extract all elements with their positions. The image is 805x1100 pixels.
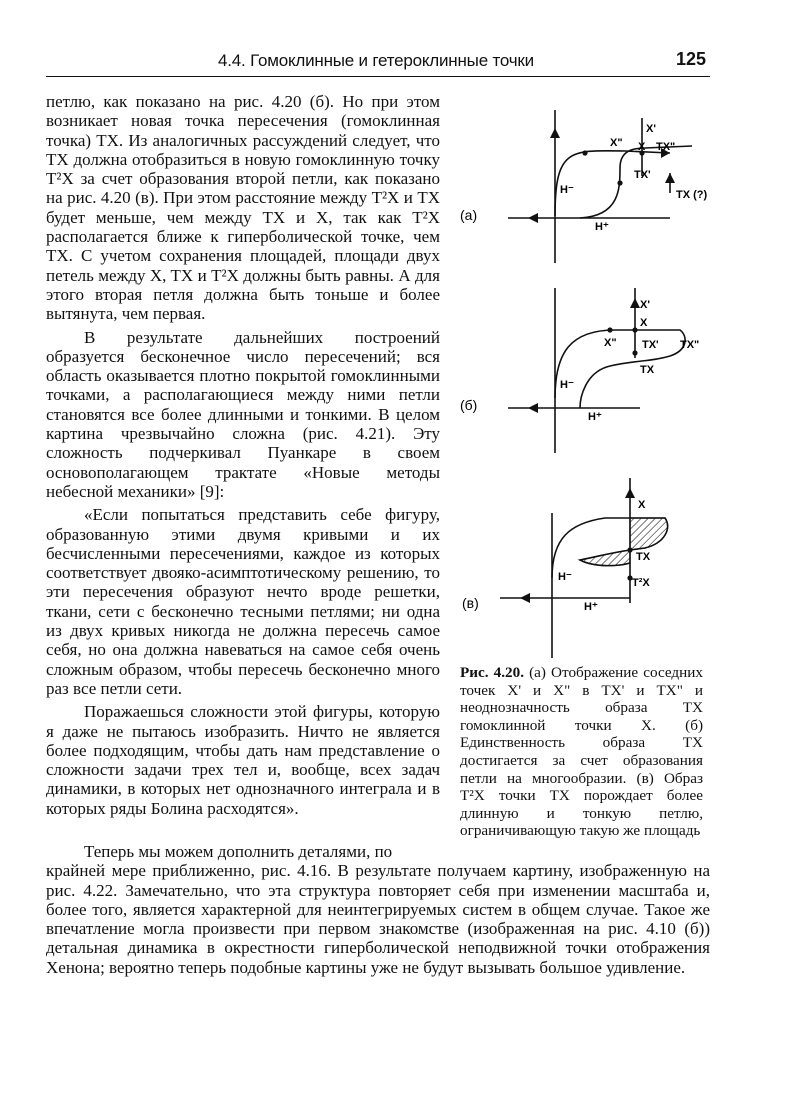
paragraph-continuation: крайней мере приближенно, рис. 4.16. В результате получаем картину, изображенную на рис. 4.22. Замечательно, что эта структура повторяет себя при изменении масштаба и, более того, является характерной для неинтегрируемых систем в общем случае. Такое же впечатление могла произвести при первом знакомстве (изображенная на рис. 4.10 (б)) детальная динамика в окрестности гиперболической неподвижной точки отображения Хенона; вероятно теперь подобные картины уже не будут вызывать большое удивление. [46, 861, 710, 977]
paragraph: В результате дальнейших построений образуется бесконечное число пересечений; вся область оказывается плотно покрытой гомоклинными точками, а располагающиеся между ними петли становятся все более длинными и тонкими. В целом картина чрезвычайно сложна (рис. 4.21). Эту сложность подчеркивал Пуанкаре в своем основополагающем трактате «Новые методы небесной механики» [9]: [46, 327, 440, 501]
panel-label: (а) [460, 207, 478, 223]
svg-text:X: X [640, 317, 648, 329]
svg-text:H⁻: H⁻ [560, 184, 574, 196]
figure-caption [460, 664, 703, 840]
svg-text:TX: TX [640, 364, 655, 376]
svg-text:TX": TX" [656, 141, 676, 153]
quote-paragraph: «Если попытаться представить себе фигуру, образованную этими двумя кривыми и их бесчисленными пересечениями, каждое из которых соответствует двояко-асимптотическому решению, то эти пересечения образуют нечто вроде решетки, ткани, сети с бесконечно тесными петлями; ни одна из двух кривых никогда не должна пересечь самое себя, но она должна навеваться на самое себя очень сложным образом, чтобы пересечь бесконечно много раз все петли сети. [46, 505, 440, 698]
panel-b-diagram [508, 288, 685, 453]
quote-paragraph: Поражаешься сложности этой фигуры, которую я даже не пытаюсь изобразить. Ничто не является более подходящим, чтобы дать нам представление о сложности задачи трех тел и, вообще, всех задач динамики, в которых нет однозначного интеграла и в которых ряды Болина расходятся». [46, 702, 440, 818]
caption-label: Рис. 4.20. [460, 664, 525, 681]
svg-text:H⁺: H⁺ [584, 601, 598, 613]
caption-text: (а) Отображение соседних точек X' и X" в TX' и TX" и неоднозначность образа TX гомоклинной точки X. (б) Единственность образа TX достигается за счет образования петли на многообразии. (в) Образ T²X точки TX порождает более длинную и тонкую петлю, ограничивающую такую же площадь [460, 664, 703, 840]
svg-text:X: X [638, 141, 646, 153]
svg-text:H⁻: H⁻ [558, 571, 572, 583]
section-title: 4.4. Гомоклинные и гетероклинные точки [218, 51, 534, 70]
paragraph: петлю, как показано на рис. 4.20 (б). Но при этом возникает новая точка пересечения (гомоклинная точка) TX. Из аналогичных рассуждений следует, что TX должна отобразиться в новую гомоклинную точку T²X за счет образования второй петли, как показано на рис. 4.20 (в). При этом расстояние между T²X и TX будет меньше, чем между TX и X, так как T²X располагается ближе к гиперболической точке, чем TX. С учетом сохранения площадей, площади двух петель между X, TX и T²X должны быть равны. А для этого вторая петля должна быть тоньше и более вытянута, чем первая. [46, 92, 440, 324]
svg-text:X: X [638, 499, 646, 511]
svg-text:H⁺: H⁺ [588, 411, 602, 423]
figure-diagrams [460, 98, 720, 658]
svg-text:TX": TX" [680, 339, 700, 351]
svg-text:X': X' [646, 123, 656, 135]
svg-text:TX': TX' [642, 339, 659, 351]
svg-text:TX (?): TX (?) [676, 189, 708, 201]
svg-text:H⁻: H⁻ [560, 379, 574, 391]
panel-a-diagram [508, 110, 692, 263]
svg-text:X": X" [604, 337, 617, 349]
figure-4-20 [460, 98, 720, 658]
bottom-text [46, 842, 710, 977]
svg-text:X': X' [640, 299, 650, 311]
left-text-column [46, 92, 440, 818]
svg-text:TX': TX' [634, 169, 651, 181]
paragraph-start: Теперь мы можем дополнить деталями, по [84, 842, 393, 861]
panel-label: (в) [462, 595, 479, 611]
panel-label: (б) [460, 397, 478, 413]
page-number: 125 [675, 49, 706, 69]
hatched-loop-1 [630, 518, 668, 550]
running-header [46, 46, 710, 77]
svg-text:TX: TX [636, 551, 651, 563]
svg-text:H⁺: H⁺ [595, 221, 609, 233]
svg-text:T²X: T²X [632, 577, 650, 589]
svg-text:X": X" [610, 137, 623, 149]
